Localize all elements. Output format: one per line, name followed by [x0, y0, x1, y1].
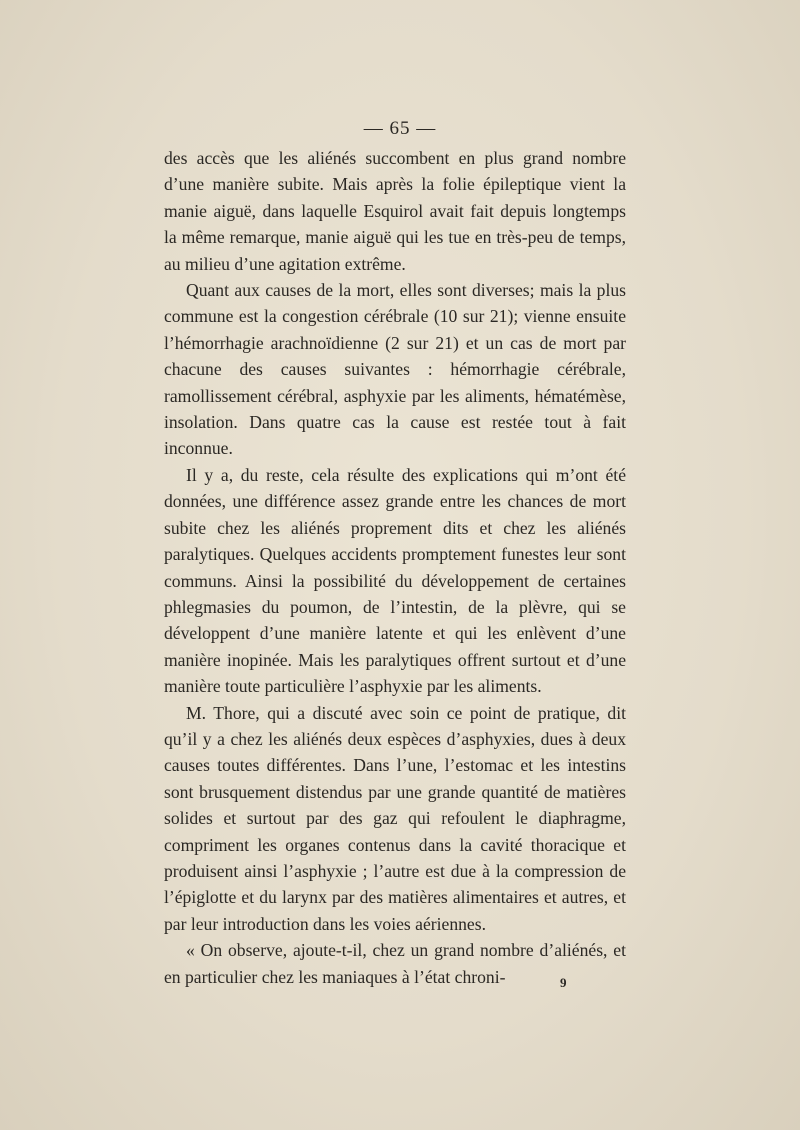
paragraph-sudden-death-differences: Il y a, du reste, cela résulte des explications qui m’ont été données, une différence assez grande entre les chances de mort subite chez les aliénés proprement dits et chez les aliénés paralytiques. Quelques accidents promptement funestes leur sont communs. Ainsi la possibilité du développement de certaines phlegmasies du poumon, de l’intestin, de la plèvre, qui se développent d’une manière latente et qui les enlèvent d’une manière inopinée. Mais les paralytiques offrent surtout et d’une manière toute particulière l’asphyxie par les aliments.	[164, 464, 626, 697]
paragraph-continuation: des accès que les aliénés succombent en plus grand nombre d’une manière subite. Mais après la folie épileptique vient la manie aiguë, dans laquelle Esquirol avait fait depuis longtemps la même remarque, manie aiguë qui les tue en très-peu de temps, au milieu d’une agitation extrême.	[164, 148, 626, 274]
signature-mark: 9	[560, 975, 567, 990]
paragraph-quote-start: « On observe, ajoute-t-il, chez un grand nombre d’aliénés, et en particulier chez les maniaques à l’état chroni-	[164, 940, 626, 987]
paragraph-thore-asphyxia: M. Thore, qui a discuté avec soin ce point de pratique, dit qu’il y a chez les aliénés deux espèces d’asphyxies, dues à deux causes toutes différentes. Dans l’une, l’estomac et les intestins sont brusquement distendus par une grande quantité de matières solides et surtout par des gaz qui refoulent le diaphragme, compriment les organes contenus dans la cavité thoracique et produisent ainsi l’asphyxie ; l’autre est due à la compression de l’épiglotte et du larynx par des matières alimentaires et autres, et par leur introduction dans les voies aériennes.	[164, 702, 626, 934]
page-number: — 65 —	[363, 118, 437, 139]
paragraph-causes-of-death: Quant aux causes de la mort, elles sont diverses; mais la plus commune est la congestion cérébrale (10 sur 21); vienne ensuite l’hémorrhagie arachnoïdienne (2 sur 21) et un cas de mort par chacune des causes suivantes : hémorrhagie cérébrale, ramollissement cérébral, asphyxie par les aliments, hématémèse, insolation. Dans quatre cas la cause est restée tout à fait inconnue.	[164, 280, 626, 459]
body-text	[164, 145, 626, 990]
